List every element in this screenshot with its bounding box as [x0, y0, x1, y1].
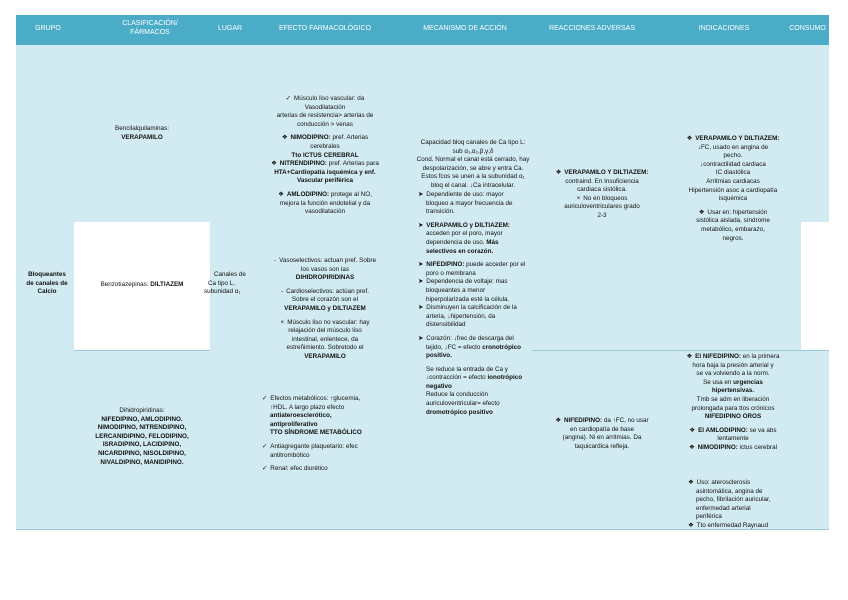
diamond-bullet-icon: ❖: [686, 353, 693, 360]
check-icon: ✓: [262, 442, 268, 450]
diamond-bullet-icon: ❖: [698, 208, 705, 216]
check-icon: ✓: [262, 465, 268, 473]
arrow-bullet-icon: ➤: [418, 334, 424, 342]
arrow-bullet-icon: ➤: [418, 304, 424, 312]
mecanismo-capacidad: Capacidad bloq canales de Ca tipo L: sub α₁,α₂,β,γ,δ Cond. Normal el canal está cerrado, hay despolarización, se abre y entra Ca. Estos fcos se unen a la subunidad α₁ bloq el canal. ↓Ca intracelular.: [416, 139, 530, 189]
diamond-bullet-icon: ❖: [688, 479, 694, 486]
efecto-selectividad: - Vasoselectivos: actuan pref. Sobre los vasos son las DIHIDROPIRIDINAS - Cardioselectivos: actúan pref. Sobre el corazón son el VERAPAMILO y DILTIAZEM × Músculo liso no vascular: hay relajación del músculo liso intestinal, enlentece, da estreñimiento. Sobretodo el VERAPAMILO: [274, 257, 376, 360]
reacciones-nifedipino: ❖ NIFEDIPINO: da ↑FC, no usar en cardiopatía de base (angina). Ni en arritmias. Da taquicardica refleja.: [555, 417, 649, 450]
diamond-bullet-icon: ❖: [688, 521, 694, 529]
diamond-bullet-icon: ❖: [689, 426, 696, 434]
cross-bullet-icon: ×: [576, 194, 581, 202]
dash-bullet-icon: -: [274, 257, 277, 264]
table-header: [16, 15, 829, 45]
row-divider: [74, 350, 210, 351]
diamond-bullet-icon: ❖: [688, 443, 695, 451]
indicaciones-nifedipino: ❖ El NIFEDIPINO: en la primera hora baja la presión arterial y se va volviendo a la norm. Se usa en urgencias hipertensivas. Tmb se adm en liberación prolongada para ttos crónicos NIFEDIPINO OROS ❖ El AMLODIPINO: se va abs lentamente ❖ NIMODIPINO: ictus cerebral: [686, 353, 780, 451]
indicaciones-verapamilo: ❖ VERAPAMILO Y DILTIAZEM: ↓FC, usado en angina de pecho. ↓contractilidad cardiaca IC diastólica Arritmias cardiacas Hipertensión asoc a cardiopatía isquémica ❖ Usar en: hipertensión sistólica aislada, síndrome metabólico, embarazo, negros.: [686, 135, 780, 242]
clasif-benzotiazepinas: Benzotiazepinas: DILTIAZEM: [100, 281, 184, 288]
clasif-bencilalquilaminas: Bencilalquilaminas: VERAPAMILO: [115, 125, 169, 141]
header-reacciones: REACCIONES ADVERSAS: [549, 25, 635, 32]
lugar-cell: Canales de Ca tipo L, subunidad α₁: [204, 271, 246, 296]
diamond-bullet-icon: ❖: [555, 417, 561, 424]
diamond-bullet-icon: ❖: [271, 160, 277, 168]
efecto-musculo-vascular: ✓ Músculo liso vascular: da Vasodilatación arterias de resistencia> arterias de conducción > venas ❖ NIMODIPINO: pref. Arterias cerebrales Tto ICTUS CEREBRAL ❖ NITRENDIPINO: pref. Arterias para HTA+Cardiopatía isquémica y enf. Vascular periférica ❖ AMLODIPINO: protege al NO, mejora la función endotelial y da vasodilatación: [271, 95, 379, 216]
efecto-metabolicos: ✓ Efectos metabólicos: ↑glucemia, ↑HDL. A largo plazo efecto antiateroesclerótico, antiproliferativo TTO SÍNDROME METABÓLICO ✓ Antiagregante plaquetario: efec antitrombótico ✓ Renal: efec diurético: [262, 395, 362, 473]
clasif-dihidropiridinas: Dihidropiridinas: NIFEDIPINO, AMLODIPINO. NIMODIPINO, NITRENDIPINO, LERCANIDIPINO, FELODIPINO, ISRADIPINO, LACIDIPINO, NICARDIPINO, NISOLDIPINO, NIVALDIPINO, MANIDIPINO.: [95, 407, 189, 466]
arrow-bullet-icon: ➤: [418, 191, 424, 198]
row-divider: [532, 350, 829, 351]
check-icon: ✓: [262, 395, 268, 402]
header-efecto: EFECTO FARMACOLÓGICO: [278, 25, 372, 32]
header-indicaciones: INDICACIONES: [698, 25, 750, 32]
header-mecanismo: MECANISMO DE ACCIÓN: [423, 25, 507, 32]
arrow-bullet-icon: ➤: [418, 278, 424, 286]
arrow-bullet-icon: ➤: [418, 261, 424, 269]
grupo-cell: Bloqueantes de canales de Calcio: [26, 271, 68, 296]
check-icon: ✓: [285, 95, 291, 102]
white-cell-consumo: [801, 222, 829, 350]
header-consumo: CONSUMO: [789, 25, 826, 32]
header-clasificacion: CLASIFICACIÓN/ FÁRMACOS: [122, 20, 178, 36]
diamond-bullet-icon: ❖: [281, 134, 288, 142]
header-grupo: GRUPO: [35, 25, 61, 32]
reacciones-verapamilo: ❖ VERAPAMILO Y DILTIAZEM: contraind. En Insuficiencia cardiaca sistólica. × No en bloqueos auriculoventriculares grado 2-3: [555, 169, 649, 219]
mecanismo-detalle: ➤ Dependiente de uso: mayor bloqueo a mayor frecuencia de transición. ➤ VERAPAMILO y DILTIAZEM: acceden por el poro, mayor dependencia de uso. Más selectivos en corazón. ➤ NIFEDIPINO: puede acceder por el poro o membrana ➤ Dependencia de voltaje: mas bloqueantes a menor hiperpolarizada esté la célula. ➤ Disminuyen la calcificación de la arteria, ↓hipertensión, da distensibilidad ➤ Corazón: ↓frec de descarga del tejido, ↓FC = efecto cronotrópico positivo. Se reduce la entrada de Ca y ↓contracción = efecto ionotrópico negativo Reduce la conducción auriculoventricular= efecto dromotrópico positivo: [418, 191, 526, 416]
arrow-bullet-icon: ➤: [418, 221, 424, 229]
diamond-bullet-icon: ❖: [555, 169, 562, 176]
dash-bullet-icon: -: [280, 287, 284, 295]
indicaciones-uso: ❖ Uso: aterosclerosis asintomática, angina de pecho, fibrilación auricular, enfermedad arterial periférica ❖ Tto enfermedad Raynaud: [688, 479, 771, 529]
header-lugar: LUGAR: [217, 25, 243, 32]
diamond-bullet-icon: ❖: [686, 135, 693, 142]
drug-table: [16, 15, 829, 529]
diamond-bullet-icon: ❖: [278, 190, 284, 198]
cross-bullet-icon: ×: [280, 318, 285, 326]
